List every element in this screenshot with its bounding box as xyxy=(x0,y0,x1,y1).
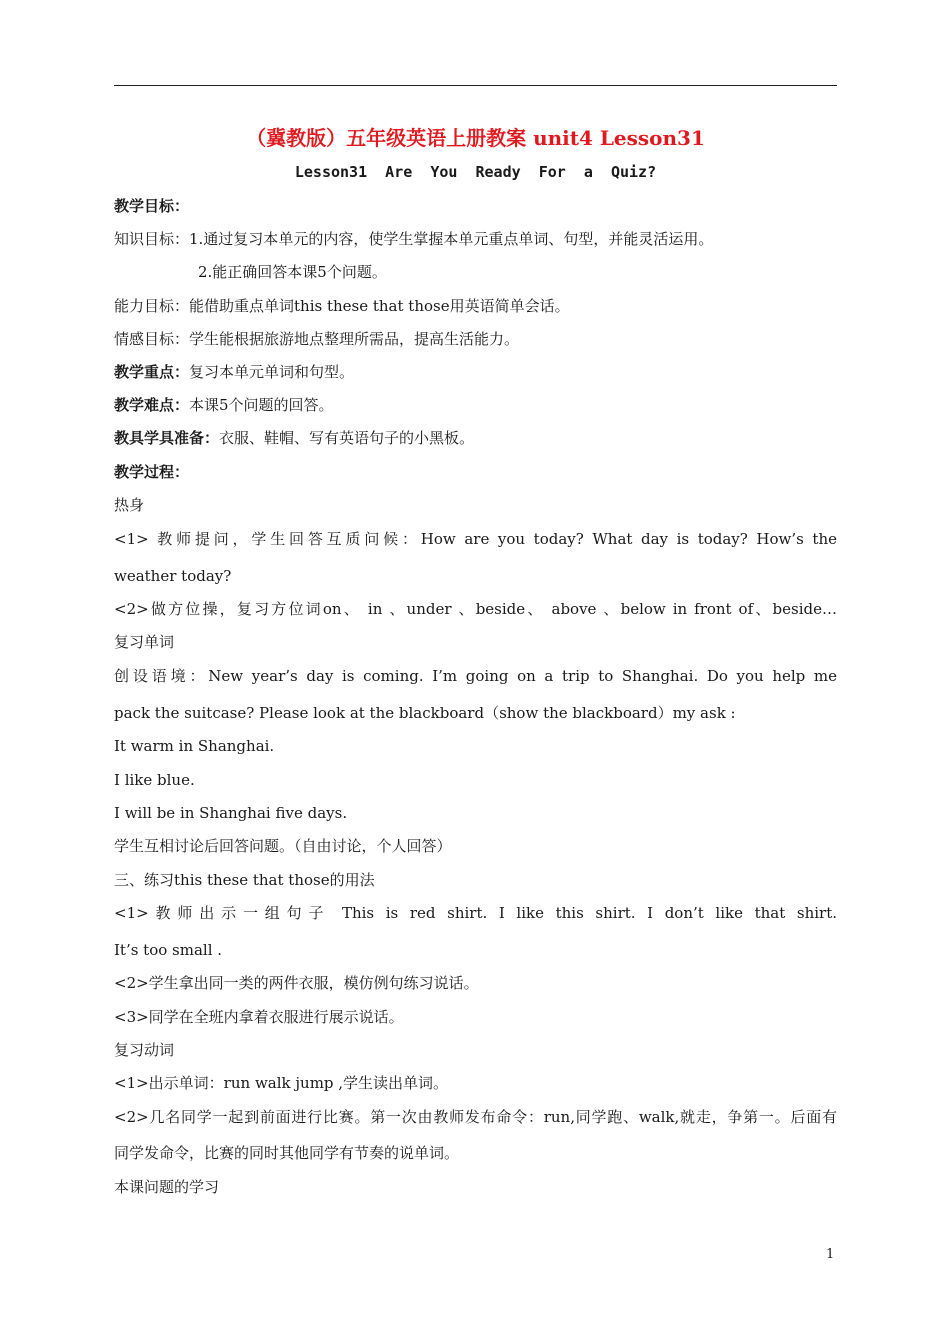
body-line: <1>出示单词：run walk jump ,学生读出单词。 xyxy=(114,1074,449,1092)
section-heading-materials: 教具学具准备： xyxy=(114,429,220,447)
body-line: It warm in Shanghai. xyxy=(114,737,275,755)
body-line: <3>同学在全班内拿着衣服进行展示说话。 xyxy=(114,1008,404,1026)
body-line: 情感目标：学生能根据旅游地点整理所需品，提高生活能力。 xyxy=(114,330,520,348)
body-line: 2.能正确回答本课5个问题。 xyxy=(198,263,387,281)
body-line: 创设语境：New year’s day is coming. I’m going on a trip to Shanghai. Do you help me xyxy=(114,667,837,685)
body-line: 三、练习this these that those的用法 xyxy=(114,871,375,889)
key-points-line xyxy=(114,362,354,382)
body-line: 复习单词 xyxy=(114,633,175,651)
body-text: 本课5个问题的回答。 xyxy=(189,396,334,414)
body-line: <1> 教师提问，学生回答互质问候：How are you today? What day is today? How’s the xyxy=(114,530,837,548)
body-line: 热身 xyxy=(114,496,145,514)
body-line: <2>学生拿出同一类的两件衣服，模仿例句练习说话。 xyxy=(114,974,479,992)
body-line: I like blue. xyxy=(114,771,195,789)
body-line: 学生互相讨论后回答问题。（自由讨论，个人回答） xyxy=(114,837,452,855)
body-line: I will be in Shanghai five days. xyxy=(114,804,348,822)
body-text: 衣服、鞋帽、写有英语句子的小黑板。 xyxy=(219,429,475,447)
body-line: It’s too small . xyxy=(114,941,223,959)
materials-line xyxy=(114,428,474,448)
body-text: 复习本单元单词和句型。 xyxy=(189,363,355,381)
section-heading-procedure: 教学过程： xyxy=(114,463,190,481)
header-rule xyxy=(114,85,837,86)
body-line: 能力目标：能借助重点单词this these that those用英语简单会话。 xyxy=(114,297,570,315)
body-line: weather today? xyxy=(114,567,232,585)
difficulties-line xyxy=(114,395,334,415)
body-line: <2>几名同学一起到前面进行比赛。第一次由教师发布命令：run,同学跑、walk,就走，争第一。后面有 xyxy=(114,1108,837,1126)
body-line: 知识目标：1.通过复习本单元的内容，使学生掌握本单元重点单词、句型，并能灵活运用。 xyxy=(114,230,714,248)
body-line: 本课问题的学习 xyxy=(114,1178,220,1196)
body-line: pack the suitcase? Please look at the blackboard（show the blackboard）my ask : xyxy=(114,704,736,722)
section-heading-objectives: 教学目标： xyxy=(114,197,190,215)
body-line: <2>做方位操，复习方位词on、 in 、under 、beside、 above 、below in front of、beside… xyxy=(114,600,837,618)
section-heading-key-points: 教学重点： xyxy=(114,363,190,381)
body-line: 复习动词 xyxy=(114,1041,175,1059)
document-title: （冀教版）五年级英语上册教案 unit4 Lesson31 xyxy=(246,126,705,150)
lesson-subtitle: Lesson31 Are You Ready For a Quiz? xyxy=(294,163,657,181)
section-heading-difficulties: 教学难点： xyxy=(114,396,190,414)
body-line: 同学发命令，比赛的同时其他同学有节奏的说单词。 xyxy=(114,1144,460,1162)
body-line: <1>教师出示一组句子 This is red shirt. I like this shirt. I don’t like that shirt. xyxy=(114,904,837,922)
page-number: 1 xyxy=(826,1247,835,1262)
